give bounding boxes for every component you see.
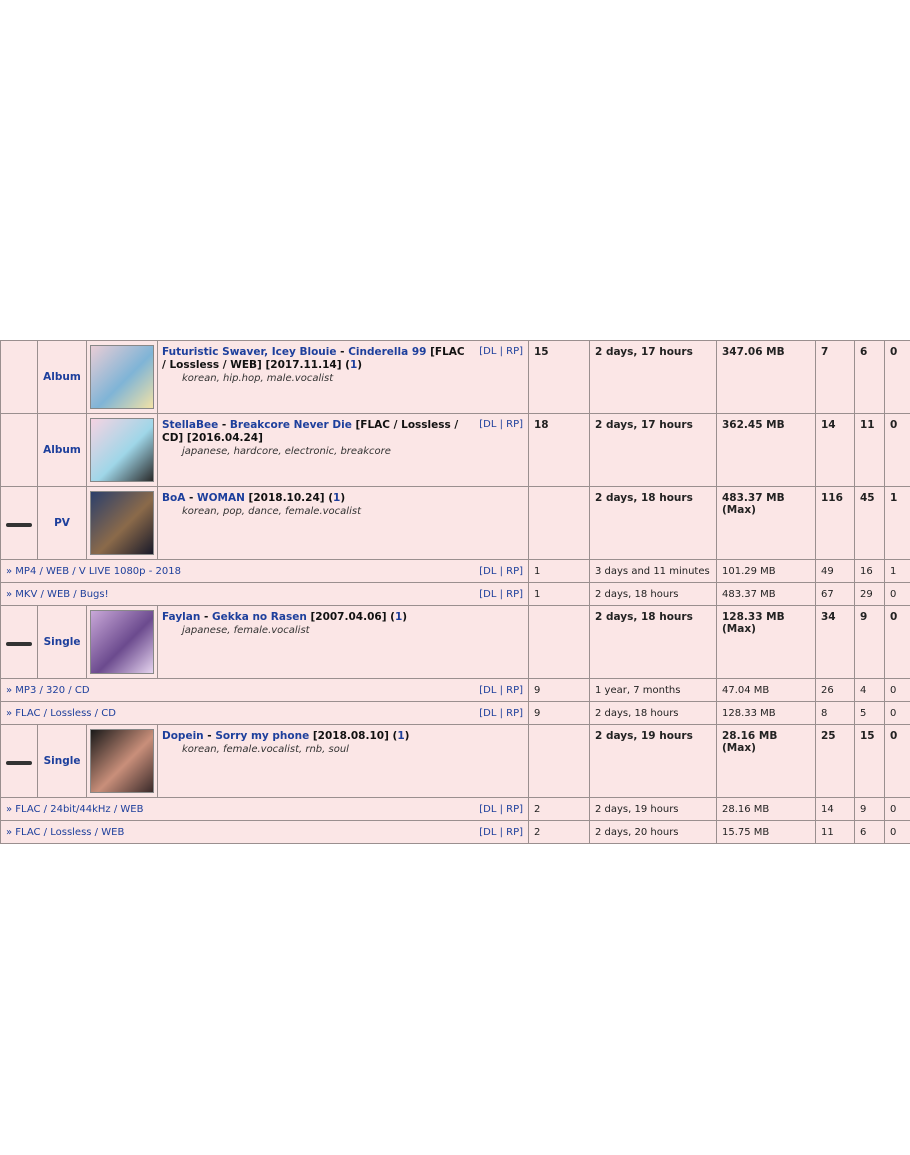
group-row: [1, 725, 910, 798]
time-added: 2 days, 19 hours: [590, 725, 717, 798]
leecher-count: 1: [885, 487, 910, 560]
time-added: 2 days, 18 hours: [590, 606, 717, 679]
torrent-count-link[interactable]: 1: [394, 611, 403, 623]
group-row: [1, 414, 910, 487]
torrent-table: [0, 340, 910, 844]
expand-cell[interactable]: [1, 725, 38, 798]
snatch-count: 26: [816, 679, 855, 702]
expand-cell: [1, 414, 38, 487]
leecher-count: 0: [885, 606, 910, 679]
cover-cell: [87, 725, 158, 798]
edition-format-cell: [1, 679, 529, 702]
title-cell: [158, 487, 529, 560]
seeder-count: 5: [855, 702, 885, 725]
file-count: [529, 725, 590, 798]
album-cover-image[interactable]: [90, 418, 154, 482]
group-row: [1, 341, 910, 414]
seeder-count: 29: [855, 583, 885, 606]
torrent-size: 483.37 MB (Max): [717, 487, 816, 560]
snatch-count: 67: [816, 583, 855, 606]
seeder-count: 6: [855, 821, 885, 844]
torrent-title: BoA - WOMAN [2018.10.24] (1): [162, 492, 346, 504]
download-report-links[interactable]: [DL | RP]: [479, 419, 523, 430]
edition-format-cell: [1, 702, 529, 725]
collapse-toggle-icon[interactable]: [6, 523, 32, 527]
leecher-count: 0: [885, 583, 910, 606]
time-added: 3 days and 11 minutes: [590, 560, 717, 583]
tag-list[interactable]: korean, hip.hop, male.vocalist: [182, 373, 334, 384]
torrent-count-link[interactable]: 1: [333, 492, 341, 504]
artist-link[interactable]: Futuristic Swaver, Icey Blouie: [162, 346, 337, 358]
time-added: 2 days, 17 hours: [590, 414, 717, 487]
download-report-links[interactable]: [DL | RP]: [479, 588, 523, 600]
cover-cell: [87, 487, 158, 560]
time-added: 2 days, 19 hours: [590, 798, 717, 821]
collapse-toggle-icon[interactable]: [6, 642, 32, 646]
torrent-table-wrapper: [0, 340, 910, 844]
torrent-size: 28.16 MB: [717, 798, 816, 821]
collapse-toggle-icon[interactable]: [6, 761, 32, 765]
edition-row: [1, 679, 910, 702]
seeder-count: 15: [855, 725, 885, 798]
release-type: Single: [38, 606, 87, 679]
album-cover-image[interactable]: [90, 345, 154, 409]
edition-row: [1, 560, 910, 583]
torrent-size: 47.04 MB: [717, 679, 816, 702]
release-type: Album: [38, 341, 87, 414]
release-type: PV: [38, 487, 87, 560]
leecher-count: 0: [885, 821, 910, 844]
cover-cell: [87, 606, 158, 679]
edition-row: [1, 798, 910, 821]
torrent-title: Futuristic Swaver, Icey Blouie - Cinderella 99 [FLAC / Lossless / WEB] [2017.11.14] (1): [162, 346, 465, 371]
snatch-count: 11: [816, 821, 855, 844]
torrent-size: 15.75 MB: [717, 821, 816, 844]
file-count: 18: [529, 414, 590, 487]
download-report-links[interactable]: [DL | RP]: [479, 826, 523, 838]
seeder-count: 9: [855, 606, 885, 679]
tag-list[interactable]: korean, pop, dance, female.vocalist: [182, 506, 361, 517]
seeder-count: 4: [855, 679, 885, 702]
snatch-count: 7: [816, 341, 855, 414]
cover-cell: [87, 341, 158, 414]
title-cell: [158, 606, 529, 679]
torrent-size: 483.37 MB: [717, 583, 816, 606]
tag-list[interactable]: japanese, hardcore, electronic, breakcore: [182, 446, 391, 457]
edition-format-cell: [1, 821, 529, 844]
torrent-count-link[interactable]: 1: [397, 730, 405, 742]
file-count: 2: [529, 798, 590, 821]
time-added: 2 days, 18 hours: [590, 487, 717, 560]
torrent-title: Faylan - Gekka no Rasen [2007.04.06] (1): [162, 611, 408, 623]
snatch-count: 14: [816, 798, 855, 821]
album-link[interactable]: Cinderella 99: [348, 346, 427, 358]
snatch-count: 8: [816, 702, 855, 725]
leecher-count: 0: [885, 702, 910, 725]
release-meta: [2007.04.06]: [310, 611, 387, 623]
edition-row: [1, 702, 910, 725]
release-type: Single: [38, 725, 87, 798]
album-cover-image[interactable]: [90, 610, 154, 674]
download-report-links[interactable]: [DL | RP]: [479, 346, 523, 357]
release-meta: [2018.10.24]: [248, 492, 325, 504]
cover-cell: [87, 414, 158, 487]
leecher-count: 0: [885, 679, 910, 702]
leecher-count: 0: [885, 341, 910, 414]
download-report-links[interactable]: [DL | RP]: [479, 565, 523, 577]
edition-format-link[interactable]: » MKV / WEB / Bugs!: [6, 588, 109, 600]
edition-format-cell: [1, 583, 529, 606]
leecher-count: 0: [885, 725, 910, 798]
torrent-count-link[interactable]: 1: [349, 359, 358, 371]
expand-cell[interactable]: [1, 606, 38, 679]
torrent-size: 347.06 MB: [717, 341, 816, 414]
tag-list[interactable]: japanese, female.vocalist: [182, 625, 310, 636]
title-cell: [158, 341, 529, 414]
torrent-table-body: [1, 341, 910, 844]
file-count: 9: [529, 702, 590, 725]
download-report-links[interactable]: [DL | RP]: [479, 707, 523, 719]
edition-format-link[interactable]: » FLAC / 24bit/44kHz / WEB: [6, 803, 144, 815]
torrent-size: 28.16 MB (Max): [717, 725, 816, 798]
leecher-count: 0: [885, 798, 910, 821]
download-report-links[interactable]: [DL | RP]: [479, 803, 523, 815]
release-type: Album: [38, 414, 87, 487]
group-row: [1, 606, 910, 679]
snatch-count: 14: [816, 414, 855, 487]
album-link[interactable]: Gekka no Rasen: [212, 611, 307, 623]
edition-format-link[interactable]: » FLAC / Lossless / CD: [6, 707, 116, 719]
torrent-size: 362.45 MB: [717, 414, 816, 487]
artist-link[interactable]: Dopein: [162, 730, 204, 742]
artist-link[interactable]: StellaBee: [162, 419, 219, 431]
group-row: [1, 487, 910, 560]
snatch-count: 49: [816, 560, 855, 583]
leecher-count: 1: [885, 560, 910, 583]
file-count: [529, 487, 590, 560]
file-count: 2: [529, 821, 590, 844]
leecher-count: 0: [885, 414, 910, 487]
artist-link[interactable]: BoA: [162, 492, 186, 504]
title-cell: [158, 725, 529, 798]
album-cover-image[interactable]: [90, 491, 154, 555]
torrent-size: 128.33 MB (Max): [717, 606, 816, 679]
snatch-count: 116: [816, 487, 855, 560]
release-meta: [FLAC / Lossless / WEB] [2017.11.14]: [162, 346, 465, 371]
seeder-count: 16: [855, 560, 885, 583]
tag-list[interactable]: korean, female.vocalist, rnb, soul: [182, 744, 349, 755]
time-added: 2 days, 18 hours: [590, 702, 717, 725]
edition-row: [1, 583, 910, 606]
release-meta: [FLAC / Lossless / CD] [2016.04.24]: [162, 419, 459, 444]
edition-format-cell: [1, 560, 529, 583]
album-link[interactable]: WOMAN: [197, 492, 245, 504]
time-added: 2 days, 17 hours: [590, 341, 717, 414]
torrent-title: Dopein - Sorry my phone [2018.08.10] (1): [162, 730, 410, 742]
file-count: 1: [529, 560, 590, 583]
album-cover-image[interactable]: [90, 729, 154, 793]
edition-row: [1, 821, 910, 844]
snatch-count: 34: [816, 606, 855, 679]
torrent-title: StellaBee - Breakcore Never Die [FLAC / Lossless / CD] [2016.04.24]: [162, 419, 459, 444]
album-link[interactable]: Breakcore Never Die: [229, 419, 352, 431]
seeder-count: 45: [855, 487, 885, 560]
download-report-links[interactable]: [DL | RP]: [479, 684, 523, 696]
time-added: 1 year, 7 months: [590, 679, 717, 702]
title-cell: [158, 414, 529, 487]
file-count: 15: [529, 341, 590, 414]
album-link[interactable]: Sorry my phone: [215, 730, 310, 742]
torrent-size: 101.29 MB: [717, 560, 816, 583]
file-count: 1: [529, 583, 590, 606]
expand-cell[interactable]: [1, 487, 38, 560]
edition-format-link[interactable]: » FLAC / Lossless / WEB: [6, 826, 125, 838]
seeder-count: 11: [855, 414, 885, 487]
torrent-size: 128.33 MB: [717, 702, 816, 725]
seeder-count: 9: [855, 798, 885, 821]
seeder-count: 6: [855, 341, 885, 414]
artist-link[interactable]: Faylan: [162, 611, 201, 623]
edition-format-link[interactable]: » MP3 / 320 / CD: [6, 684, 90, 696]
edition-format-link[interactable]: » MP4 / WEB / V LIVE 1080p - 2018: [6, 565, 181, 577]
file-count: 9: [529, 679, 590, 702]
time-added: 2 days, 20 hours: [590, 821, 717, 844]
time-added: 2 days, 18 hours: [590, 583, 717, 606]
release-meta: [2018.08.10]: [312, 730, 389, 742]
edition-format-cell: [1, 798, 529, 821]
snatch-count: 25: [816, 725, 855, 798]
file-count: [529, 606, 590, 679]
expand-cell: [1, 341, 38, 414]
